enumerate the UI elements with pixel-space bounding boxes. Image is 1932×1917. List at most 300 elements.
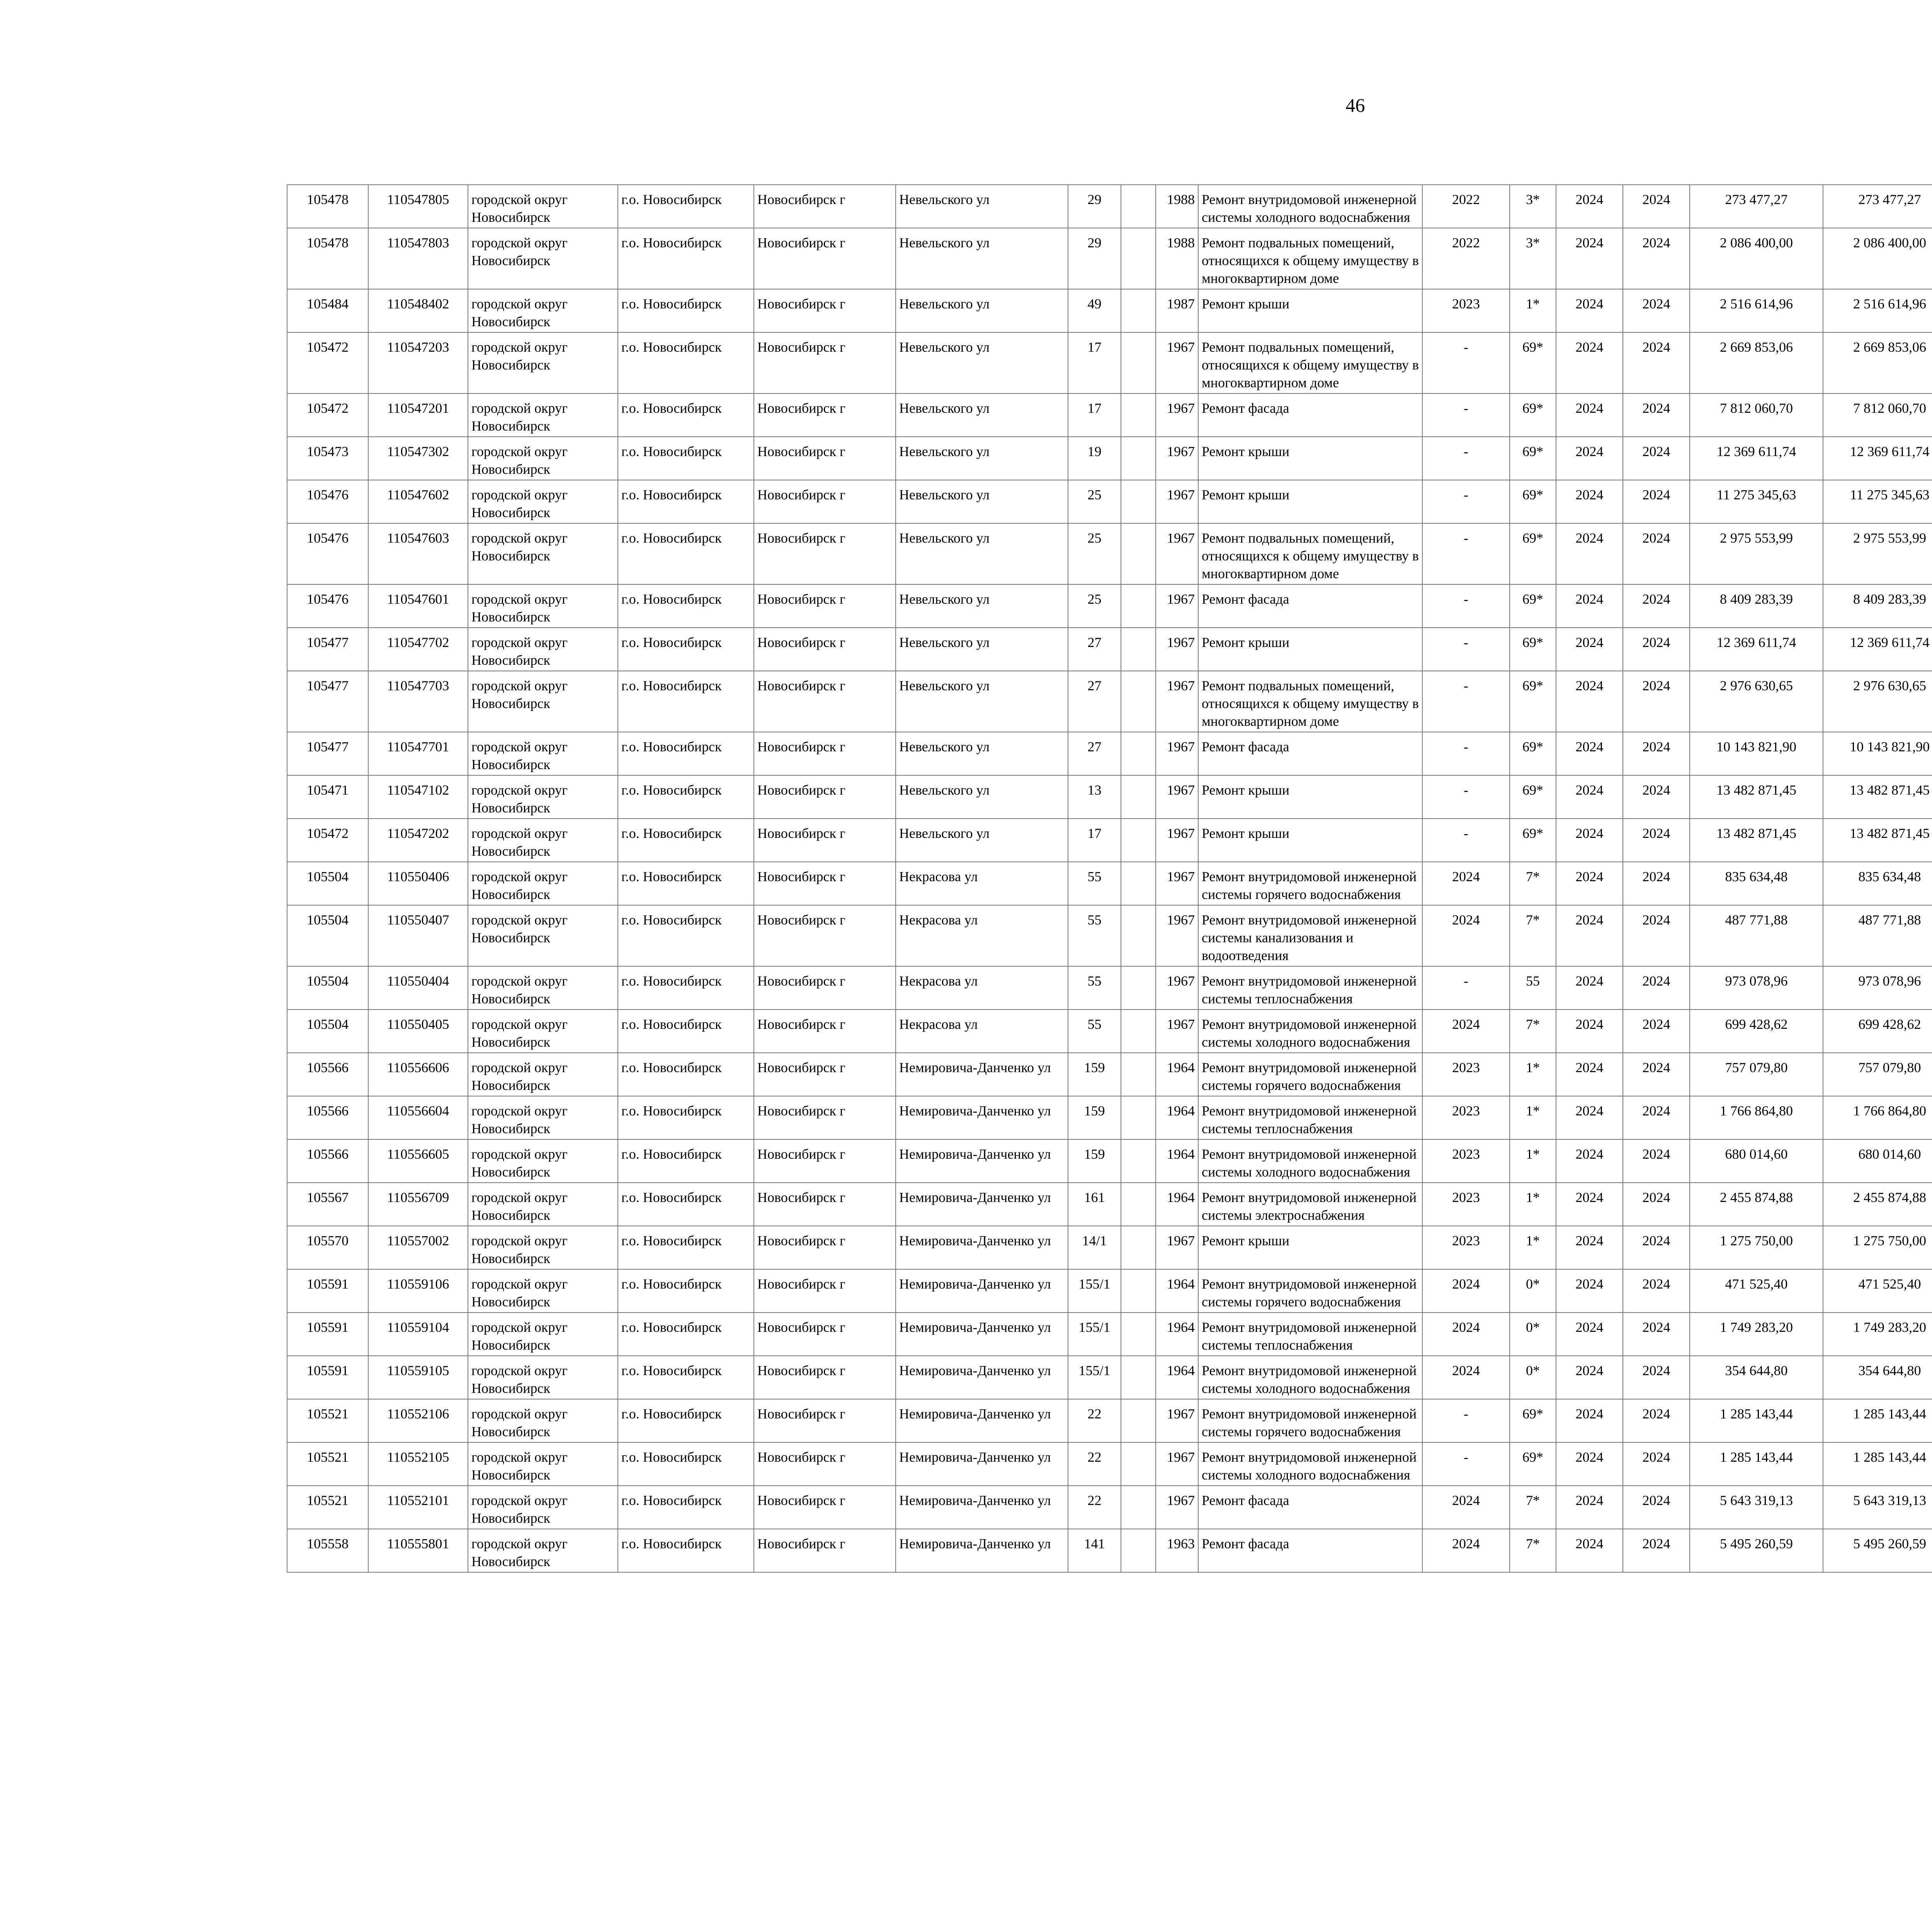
municipality-cell: г.о. Новосибирск: [618, 332, 754, 393]
municipality-cell: г.о. Новосибирск: [618, 480, 754, 523]
fund-cost-cell: 1 766 864,80: [1823, 1096, 1932, 1139]
table-row: [287, 819, 1932, 862]
total-cost-cell: 471 525,40: [1690, 1269, 1823, 1313]
work-code-cell: 110552106: [368, 1399, 468, 1442]
street-cell: Некрасова ул: [896, 966, 1068, 1010]
build-year-cell: 1967: [1156, 1010, 1198, 1053]
mark-cell: 1*: [1510, 1139, 1556, 1183]
end-year-cell: 2024: [1623, 862, 1690, 905]
house-number-cell: 17: [1068, 332, 1121, 393]
work-type-cell: Ремонт крыши: [1198, 1226, 1422, 1269]
record-id-cell: 105591: [287, 1356, 368, 1399]
table-row: [287, 966, 1932, 1010]
house-letter-cell: [1121, 732, 1156, 775]
municipality-cell: г.о. Новосибирск: [618, 671, 754, 732]
house-number-cell: 22: [1068, 1442, 1121, 1486]
work-code-cell: 110547602: [368, 480, 468, 523]
work-type-cell: Ремонт крыши: [1198, 819, 1422, 862]
street-cell: Невельского ул: [896, 523, 1068, 584]
street-cell: Некрасова ул: [896, 1010, 1068, 1053]
record-id-cell: 105570: [287, 1226, 368, 1269]
total-cost-cell: 680 014,60: [1690, 1139, 1823, 1183]
city-cell: Новосибирск г: [754, 628, 896, 671]
house-letter-cell: [1121, 1442, 1156, 1486]
work-type-cell: Ремонт внутридомовой инженерной системы холодного водоснабжения: [1198, 1010, 1422, 1053]
end-year-cell: 2024: [1623, 1313, 1690, 1356]
fund-cost-cell: 1 749 283,20: [1823, 1313, 1932, 1356]
start-year-cell: 2024: [1556, 1096, 1623, 1139]
mark-cell: 69*: [1510, 393, 1556, 437]
table-row: [287, 523, 1932, 584]
street-cell: Невельского ул: [896, 185, 1068, 228]
end-year-cell: 2024: [1623, 1010, 1690, 1053]
city-cell: Новосибирск г: [754, 775, 896, 819]
total-cost-cell: 7 812 060,70: [1690, 393, 1823, 437]
house-number-cell: 13: [1068, 775, 1121, 819]
start-year-cell: 2024: [1556, 1226, 1623, 1269]
start-year-cell: 2024: [1556, 1139, 1623, 1183]
record-id-cell: 105471: [287, 775, 368, 819]
mark-cell: 69*: [1510, 732, 1556, 775]
start-year-cell: 2024: [1556, 584, 1623, 628]
mark-cell: 3*: [1510, 228, 1556, 289]
house-letter-cell: [1121, 289, 1156, 332]
district-cell: городской округ Новосибирск: [468, 1529, 618, 1572]
table-row: [287, 1356, 1932, 1399]
mark-cell: 69*: [1510, 1442, 1556, 1486]
municipality-cell: г.о. Новосибирск: [618, 437, 754, 480]
end-year-cell: 2024: [1623, 628, 1690, 671]
house-letter-cell: [1121, 775, 1156, 819]
planned-year-cell: 2024: [1422, 1529, 1510, 1572]
work-code-cell: 110556605: [368, 1139, 468, 1183]
municipality-cell: г.о. Новосибирск: [618, 185, 754, 228]
house-number-cell: 141: [1068, 1529, 1121, 1572]
table-row: [287, 1010, 1932, 1053]
total-cost-cell: 10 143 821,90: [1690, 732, 1823, 775]
work-code-cell: 110550404: [368, 966, 468, 1010]
district-cell: городской округ Новосибирск: [468, 332, 618, 393]
build-year-cell: 1967: [1156, 1226, 1198, 1269]
end-year-cell: 2024: [1623, 1442, 1690, 1486]
work-code-cell: 110556606: [368, 1053, 468, 1096]
work-code-cell: 110547803: [368, 228, 468, 289]
district-cell: городской округ Новосибирск: [468, 1139, 618, 1183]
start-year-cell: 2024: [1556, 1183, 1623, 1226]
build-year-cell: 1964: [1156, 1096, 1198, 1139]
municipality-cell: г.о. Новосибирск: [618, 966, 754, 1010]
planned-year-cell: 2022: [1422, 228, 1510, 289]
city-cell: Новосибирск г: [754, 1053, 896, 1096]
city-cell: Новосибирск г: [754, 1399, 896, 1442]
work-code-cell: 110547805: [368, 185, 468, 228]
start-year-cell: 2024: [1556, 966, 1623, 1010]
total-cost-cell: 973 078,96: [1690, 966, 1823, 1010]
build-year-cell: 1967: [1156, 732, 1198, 775]
total-cost-cell: 5 643 319,13: [1690, 1486, 1823, 1529]
work-type-cell: Ремонт внутридомовой инженерной системы горячего водоснабжения: [1198, 1053, 1422, 1096]
planned-year-cell: -: [1422, 480, 1510, 523]
city-cell: Новосибирск г: [754, 185, 896, 228]
house-number-cell: 25: [1068, 523, 1121, 584]
start-year-cell: 2024: [1556, 1053, 1623, 1096]
municipality-cell: г.о. Новосибирск: [618, 732, 754, 775]
house-letter-cell: [1121, 332, 1156, 393]
municipality-cell: г.о. Новосибирск: [618, 1183, 754, 1226]
mark-cell: 7*: [1510, 905, 1556, 966]
table-row: [287, 1269, 1932, 1313]
end-year-cell: 2024: [1623, 1226, 1690, 1269]
mark-cell: 0*: [1510, 1356, 1556, 1399]
start-year-cell: 2024: [1556, 732, 1623, 775]
record-id-cell: 105484: [287, 289, 368, 332]
work-type-cell: Ремонт крыши: [1198, 289, 1422, 332]
work-type-cell: Ремонт крыши: [1198, 480, 1422, 523]
mark-cell: 69*: [1510, 671, 1556, 732]
build-year-cell: 1963: [1156, 1529, 1198, 1572]
table-row: [287, 1226, 1932, 1269]
fund-cost-cell: 835 634,48: [1823, 862, 1932, 905]
district-cell: городской округ Новосибирск: [468, 1486, 618, 1529]
record-id-cell: 105476: [287, 480, 368, 523]
build-year-cell: 1964: [1156, 1356, 1198, 1399]
table-row: [287, 628, 1932, 671]
house-number-cell: 27: [1068, 628, 1121, 671]
house-letter-cell: [1121, 584, 1156, 628]
table-row: [287, 1139, 1932, 1183]
work-type-cell: Ремонт фасада: [1198, 1486, 1422, 1529]
table-row: [287, 775, 1932, 819]
house-number-cell: 49: [1068, 289, 1121, 332]
fund-cost-cell: 354 644,80: [1823, 1356, 1932, 1399]
house-letter-cell: [1121, 1313, 1156, 1356]
mark-cell: 7*: [1510, 1529, 1556, 1572]
start-year-cell: 2024: [1556, 628, 1623, 671]
city-cell: Новосибирск г: [754, 671, 896, 732]
municipality-cell: г.о. Новосибирск: [618, 228, 754, 289]
district-cell: городской округ Новосибирск: [468, 393, 618, 437]
street-cell: Невельского ул: [896, 671, 1068, 732]
house-letter-cell: [1121, 1269, 1156, 1313]
work-code-cell: 110557002: [368, 1226, 468, 1269]
total-cost-cell: 699 428,62: [1690, 1010, 1823, 1053]
district-cell: городской округ Новосибирск: [468, 1096, 618, 1139]
city-cell: Новосибирск г: [754, 1313, 896, 1356]
house-number-cell: 161: [1068, 1183, 1121, 1226]
build-year-cell: 1967: [1156, 1486, 1198, 1529]
street-cell: Невельского ул: [896, 628, 1068, 671]
city-cell: Новосибирск г: [754, 332, 896, 393]
fund-cost-cell: 12 369 611,74: [1823, 628, 1932, 671]
planned-year-cell: -: [1422, 671, 1510, 732]
municipality-cell: г.о. Новосибирск: [618, 393, 754, 437]
work-code-cell: 110548402: [368, 289, 468, 332]
build-year-cell: 1967: [1156, 1399, 1198, 1442]
city-cell: Новосибирск г: [754, 1269, 896, 1313]
district-cell: городской округ Новосибирск: [468, 1226, 618, 1269]
work-code-cell: 110547702: [368, 628, 468, 671]
table-row: [287, 437, 1932, 480]
fund-cost-cell: 13 482 871,45: [1823, 819, 1932, 862]
work-type-cell: Ремонт фасада: [1198, 393, 1422, 437]
end-year-cell: 2024: [1623, 523, 1690, 584]
work-type-cell: Ремонт внутридомовой инженерной системы холодного водоснабжения: [1198, 185, 1422, 228]
work-type-cell: Ремонт крыши: [1198, 437, 1422, 480]
house-letter-cell: [1121, 393, 1156, 437]
house-number-cell: 25: [1068, 480, 1121, 523]
work-type-cell: Ремонт фасада: [1198, 732, 1422, 775]
end-year-cell: 2024: [1623, 819, 1690, 862]
start-year-cell: 2024: [1556, 1442, 1623, 1486]
record-id-cell: 105504: [287, 862, 368, 905]
build-year-cell: 1988: [1156, 185, 1198, 228]
municipality-cell: г.о. Новосибирск: [618, 1442, 754, 1486]
street-cell: Невельского ул: [896, 393, 1068, 437]
page-number: 46: [1345, 94, 1365, 116]
work-code-cell: 110547701: [368, 732, 468, 775]
start-year-cell: 2024: [1556, 289, 1623, 332]
total-cost-cell: 12 369 611,74: [1690, 437, 1823, 480]
total-cost-cell: 835 634,48: [1690, 862, 1823, 905]
planned-year-cell: 2023: [1422, 1226, 1510, 1269]
total-cost-cell: 1 766 864,80: [1690, 1096, 1823, 1139]
street-cell: Невельского ул: [896, 228, 1068, 289]
district-cell: городской округ Новосибирск: [468, 289, 618, 332]
municipality-cell: г.о. Новосибирск: [618, 1313, 754, 1356]
end-year-cell: 2024: [1623, 905, 1690, 966]
planned-year-cell: 2022: [1422, 185, 1510, 228]
table-row: [287, 1399, 1932, 1442]
work-code-cell: 110547302: [368, 437, 468, 480]
build-year-cell: 1964: [1156, 1269, 1198, 1313]
city-cell: Новосибирск г: [754, 523, 896, 584]
build-year-cell: 1967: [1156, 775, 1198, 819]
build-year-cell: 1964: [1156, 1139, 1198, 1183]
street-cell: Немировича-Данченко ул: [896, 1399, 1068, 1442]
end-year-cell: 2024: [1623, 1096, 1690, 1139]
record-id-cell: 105477: [287, 671, 368, 732]
street-cell: Немировича-Данченко ул: [896, 1356, 1068, 1399]
municipality-cell: г.о. Новосибирск: [618, 819, 754, 862]
work-type-cell: Ремонт подвальных помещений, относящихся к общему имуществу в многоквартирном доме: [1198, 228, 1422, 289]
city-cell: Новосибирск г: [754, 228, 896, 289]
municipality-cell: г.о. Новосибирск: [618, 1529, 754, 1572]
total-cost-cell: 1 749 283,20: [1690, 1313, 1823, 1356]
fund-cost-cell: 1 275 750,00: [1823, 1226, 1932, 1269]
record-id-cell: 105566: [287, 1139, 368, 1183]
build-year-cell: 1967: [1156, 905, 1198, 966]
table-row: [287, 1183, 1932, 1226]
build-year-cell: 1967: [1156, 437, 1198, 480]
city-cell: Новосибирск г: [754, 1139, 896, 1183]
planned-year-cell: -: [1422, 1399, 1510, 1442]
table-row: [287, 732, 1932, 775]
record-id-cell: 105477: [287, 628, 368, 671]
work-type-cell: Ремонт внутридомовой инженерной системы канализования и водоотведения: [1198, 905, 1422, 966]
house-letter-cell: [1121, 228, 1156, 289]
street-cell: Невельского ул: [896, 480, 1068, 523]
total-cost-cell: 487 771,88: [1690, 905, 1823, 966]
fund-cost-cell: 1 285 143,44: [1823, 1399, 1932, 1442]
work-code-cell: 110547601: [368, 584, 468, 628]
record-id-cell: 105472: [287, 393, 368, 437]
mark-cell: 69*: [1510, 775, 1556, 819]
fund-cost-cell: 10 143 821,90: [1823, 732, 1932, 775]
start-year-cell: 2024: [1556, 1399, 1623, 1442]
work-type-cell: Ремонт фасада: [1198, 584, 1422, 628]
record-id-cell: 105566: [287, 1053, 368, 1096]
build-year-cell: 1964: [1156, 1183, 1198, 1226]
table-row: [287, 480, 1932, 523]
municipality-cell: г.о. Новосибирск: [618, 1356, 754, 1399]
end-year-cell: 2024: [1623, 1183, 1690, 1226]
house-letter-cell: [1121, 1139, 1156, 1183]
planned-year-cell: 2023: [1422, 289, 1510, 332]
planned-year-cell: -: [1422, 1442, 1510, 1486]
fund-cost-cell: 7 812 060,70: [1823, 393, 1932, 437]
street-cell: Невельского ул: [896, 819, 1068, 862]
end-year-cell: 2024: [1623, 332, 1690, 393]
build-year-cell: 1967: [1156, 819, 1198, 862]
fund-cost-cell: 680 014,60: [1823, 1139, 1932, 1183]
municipality-cell: г.о. Новосибирск: [618, 1053, 754, 1096]
house-letter-cell: [1121, 628, 1156, 671]
planned-year-cell: 2023: [1422, 1053, 1510, 1096]
end-year-cell: 2024: [1623, 228, 1690, 289]
street-cell: Немировича-Данченко ул: [896, 1139, 1068, 1183]
end-year-cell: 2024: [1623, 584, 1690, 628]
work-type-cell: Ремонт внутридомовой инженерной системы горячего водоснабжения: [1198, 1269, 1422, 1313]
end-year-cell: 2024: [1623, 1399, 1690, 1442]
house-number-cell: 159: [1068, 1096, 1121, 1139]
table-row: [287, 1096, 1932, 1139]
district-cell: городской округ Новосибирск: [468, 905, 618, 966]
municipality-cell: г.о. Новосибирск: [618, 1096, 754, 1139]
start-year-cell: 2024: [1556, 1010, 1623, 1053]
municipality-cell: г.о. Новосибирск: [618, 1139, 754, 1183]
record-id-cell: 105521: [287, 1442, 368, 1486]
table-row: [287, 1442, 1932, 1486]
work-code-cell: 110559104: [368, 1313, 468, 1356]
repair-register-table: [287, 184, 1932, 1573]
build-year-cell: 1967: [1156, 584, 1198, 628]
planned-year-cell: 2024: [1422, 1486, 1510, 1529]
street-cell: Немировича-Данченко ул: [896, 1486, 1068, 1529]
street-cell: Невельского ул: [896, 289, 1068, 332]
district-cell: городской округ Новосибирск: [468, 1399, 618, 1442]
work-type-cell: Ремонт внутридомовой инженерной системы горячего водоснабжения: [1198, 1399, 1422, 1442]
city-cell: Новосибирск г: [754, 966, 896, 1010]
record-id-cell: 105504: [287, 1010, 368, 1053]
start-year-cell: 2024: [1556, 1269, 1623, 1313]
municipality-cell: г.о. Новосибирск: [618, 1486, 754, 1529]
district-cell: городской округ Новосибирск: [468, 1010, 618, 1053]
start-year-cell: 2024: [1556, 1313, 1623, 1356]
city-cell: Новосибирск г: [754, 819, 896, 862]
street-cell: Немировича-Данченко ул: [896, 1269, 1068, 1313]
planned-year-cell: -: [1422, 775, 1510, 819]
planned-year-cell: -: [1422, 966, 1510, 1010]
district-cell: городской округ Новосибирск: [468, 819, 618, 862]
end-year-cell: 2024: [1623, 1486, 1690, 1529]
mark-cell: 69*: [1510, 1399, 1556, 1442]
table-row: [287, 228, 1932, 289]
house-number-cell: 19: [1068, 437, 1121, 480]
street-cell: Немировича-Данченко ул: [896, 1053, 1068, 1096]
work-code-cell: 110559106: [368, 1269, 468, 1313]
street-cell: Немировича-Данченко ул: [896, 1442, 1068, 1486]
mark-cell: 0*: [1510, 1313, 1556, 1356]
city-cell: Новосибирск г: [754, 905, 896, 966]
house-number-cell: 155/1: [1068, 1269, 1121, 1313]
house-letter-cell: [1121, 1096, 1156, 1139]
district-cell: городской округ Новосибирск: [468, 1053, 618, 1096]
house-number-cell: 55: [1068, 1010, 1121, 1053]
house-number-cell: 155/1: [1068, 1356, 1121, 1399]
total-cost-cell: 354 644,80: [1690, 1356, 1823, 1399]
fund-cost-cell: 5 643 319,13: [1823, 1486, 1932, 1529]
start-year-cell: 2024: [1556, 228, 1623, 289]
work-code-cell: 110547202: [368, 819, 468, 862]
house-letter-cell: [1121, 437, 1156, 480]
district-cell: городской округ Новосибирск: [468, 1269, 618, 1313]
table-row: [287, 671, 1932, 732]
end-year-cell: 2024: [1623, 966, 1690, 1010]
total-cost-cell: 13 482 871,45: [1690, 775, 1823, 819]
mark-cell: 1*: [1510, 1226, 1556, 1269]
mark-cell: 1*: [1510, 289, 1556, 332]
district-cell: городской округ Новосибирск: [468, 437, 618, 480]
work-type-cell: Ремонт подвальных помещений, относящихся к общему имуществу в многоквартирном доме: [1198, 332, 1422, 393]
street-cell: Невельского ул: [896, 437, 1068, 480]
work-code-cell: 110547603: [368, 523, 468, 584]
house-number-cell: 25: [1068, 584, 1121, 628]
planned-year-cell: -: [1422, 393, 1510, 437]
city-cell: Новосибирск г: [754, 393, 896, 437]
end-year-cell: 2024: [1623, 289, 1690, 332]
planned-year-cell: -: [1422, 628, 1510, 671]
total-cost-cell: 2 455 874,88: [1690, 1183, 1823, 1226]
mark-cell: 7*: [1510, 1486, 1556, 1529]
end-year-cell: 2024: [1623, 1529, 1690, 1572]
record-id-cell: 105566: [287, 1096, 368, 1139]
work-type-cell: Ремонт подвальных помещений, относящихся к общему имуществу в многоквартирном доме: [1198, 671, 1422, 732]
start-year-cell: 2024: [1556, 1529, 1623, 1572]
end-year-cell: 2024: [1623, 671, 1690, 732]
record-id-cell: 105591: [287, 1269, 368, 1313]
record-id-cell: 105558: [287, 1529, 368, 1572]
table-row: [287, 332, 1932, 393]
city-cell: Новосибирск г: [754, 1010, 896, 1053]
mark-cell: 55: [1510, 966, 1556, 1010]
house-letter-cell: [1121, 1010, 1156, 1053]
fund-cost-cell: 973 078,96: [1823, 966, 1932, 1010]
city-cell: Новосибирск г: [754, 1183, 896, 1226]
mark-cell: 1*: [1510, 1053, 1556, 1096]
total-cost-cell: 2 976 630,65: [1690, 671, 1823, 732]
planned-year-cell: -: [1422, 523, 1510, 584]
house-letter-cell: [1121, 1486, 1156, 1529]
table-row: [287, 584, 1932, 628]
end-year-cell: 2024: [1623, 437, 1690, 480]
table-row: [287, 289, 1932, 332]
district-cell: городской округ Новосибирск: [468, 775, 618, 819]
city-cell: Новосибирск г: [754, 862, 896, 905]
mark-cell: 69*: [1510, 819, 1556, 862]
house-letter-cell: [1121, 1529, 1156, 1572]
fund-cost-cell: 2 669 853,06: [1823, 332, 1932, 393]
work-code-cell: 110555801: [368, 1529, 468, 1572]
